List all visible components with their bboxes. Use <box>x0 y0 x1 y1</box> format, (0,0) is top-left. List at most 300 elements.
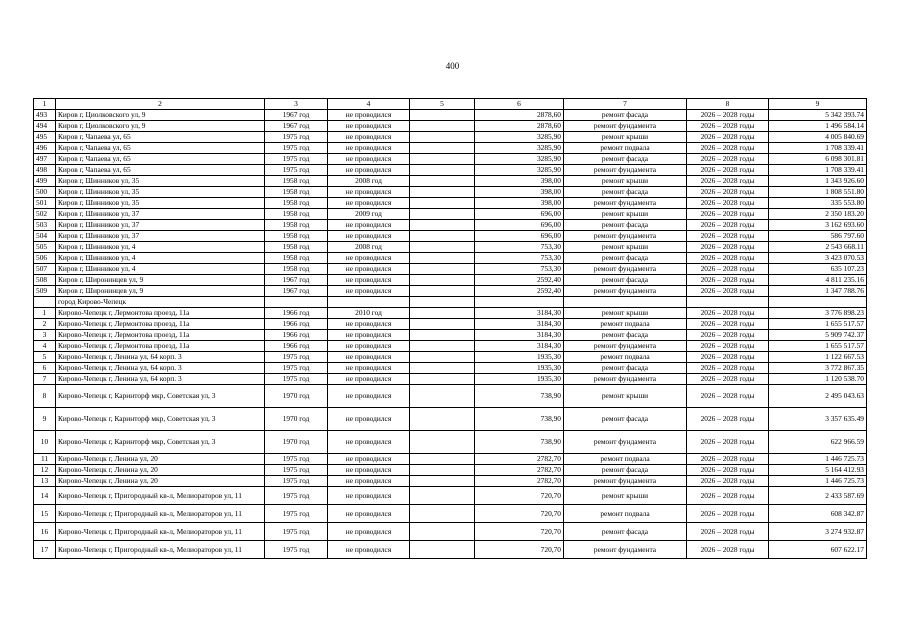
row-number-cell: 8 <box>34 385 56 408</box>
table-row <box>34 363 867 374</box>
build-year-cell: 1958 год <box>265 198 328 209</box>
build-year-cell: 1975 год <box>265 476 328 487</box>
address-cell: Киров г, Шинников ул, 35 <box>56 187 265 198</box>
column-5-cell <box>410 352 475 363</box>
last-repair-cell: не проводился <box>328 476 410 487</box>
build-year-cell: 1975 год <box>265 454 328 465</box>
build-year-cell: 1975 год <box>265 541 328 559</box>
area-cell: 696,00 <box>475 231 564 242</box>
build-year-cell: 1958 год <box>265 209 328 220</box>
last-repair-cell: не проводился <box>328 319 410 330</box>
last-repair-cell: 2008 год <box>328 176 410 187</box>
build-year-cell: 1958 год <box>265 242 328 253</box>
period-cell: 2026 – 2028 годы <box>687 220 769 231</box>
area-cell: 2592,40 <box>475 275 564 286</box>
address-cell: Кирово-Чепецк г, Каринторф мкр, Советская ул, 3 <box>56 408 265 431</box>
build-year-cell: 1966 год <box>265 330 328 341</box>
address-cell: Киров г, Чапаева ул, 65 <box>56 165 265 176</box>
table-row <box>34 487 867 505</box>
build-year-cell: 1966 год <box>265 319 328 330</box>
address-cell: Кирово-Чепецк г, Ленина ул, 20 <box>56 476 265 487</box>
work-type-cell: ремонт фасада <box>564 187 687 198</box>
area-cell: 696,00 <box>475 209 564 220</box>
column-5-cell <box>410 231 475 242</box>
work-type-cell: ремонт фундамента <box>564 198 687 209</box>
area-cell: 3184,30 <box>475 341 564 352</box>
header-cell: 2 <box>56 99 265 110</box>
column-5-cell <box>410 154 475 165</box>
period-cell: 2026 – 2028 годы <box>687 487 769 505</box>
build-year-cell: 1958 год <box>265 231 328 242</box>
column-5-cell <box>410 187 475 198</box>
cost-cell: 608 342.87 <box>769 505 867 523</box>
row-number-cell: 1 <box>34 308 56 319</box>
work-type-cell: ремонт фасада <box>564 330 687 341</box>
empty-cell <box>687 297 769 308</box>
period-cell: 2026 – 2028 годы <box>687 431 769 454</box>
cost-cell: 1 446 725.73 <box>769 454 867 465</box>
row-number-cell: 493 <box>34 110 56 121</box>
period-cell: 2026 – 2028 годы <box>687 341 769 352</box>
column-5-cell <box>410 209 475 220</box>
period-cell: 2026 – 2028 годы <box>687 385 769 408</box>
address-cell: Киров г, Чапаева ул, 65 <box>56 143 265 154</box>
last-repair-cell: не проводился <box>328 523 410 541</box>
column-5-cell <box>410 121 475 132</box>
area-cell: 753,30 <box>475 253 564 264</box>
row-number-cell: 6 <box>34 363 56 374</box>
cost-cell: 5 342 393.74 <box>769 110 867 121</box>
row-number-cell: 4 <box>34 341 56 352</box>
column-5-cell <box>410 385 475 408</box>
work-type-cell: ремонт фундамента <box>564 476 687 487</box>
cost-cell: 1 446 725.73 <box>769 476 867 487</box>
address-cell: Кирово-Чепецк г, Пригородный кв-л, Мелиораторов ул, 11 <box>56 541 265 559</box>
row-number-cell: 7 <box>34 374 56 385</box>
empty-cell <box>564 297 687 308</box>
table-row <box>34 541 867 559</box>
work-type-cell: ремонт фасада <box>564 220 687 231</box>
address-cell: Киров г, Широнинцев ул, 9 <box>56 275 265 286</box>
last-repair-cell: не проводился <box>328 264 410 275</box>
row-number-cell: 494 <box>34 121 56 132</box>
work-type-cell: ремонт крыши <box>564 308 687 319</box>
table-row <box>34 408 867 431</box>
column-5-cell <box>410 465 475 476</box>
table-row <box>34 242 867 253</box>
period-cell: 2026 – 2028 годы <box>687 132 769 143</box>
work-type-cell: ремонт фасада <box>564 523 687 541</box>
row-number-cell: 17 <box>34 541 56 559</box>
build-year-cell: 1958 год <box>265 253 328 264</box>
row-number-cell: 3 <box>34 330 56 341</box>
area-cell: 3285,90 <box>475 154 564 165</box>
cost-cell: 622 966.59 <box>769 431 867 454</box>
work-type-cell: ремонт подвала <box>564 352 687 363</box>
table-row <box>34 209 867 220</box>
address-cell: Киров г, Шинников ул, 37 <box>56 209 265 220</box>
last-repair-cell: не проводился <box>328 465 410 476</box>
empty-cell <box>265 297 328 308</box>
address-cell: Кирово-Чепецк г, Лермонтова проезд, 11а <box>56 341 265 352</box>
work-type-cell: ремонт крыши <box>564 385 687 408</box>
repair-register-table <box>33 98 867 559</box>
row-number-cell: 501 <box>34 198 56 209</box>
area-cell: 2592,40 <box>475 286 564 297</box>
address-cell: Кирово-Чепецк г, Пригородный кв-л, Мелиораторов ул, 11 <box>56 505 265 523</box>
address-cell: Кирово-Чепецк г, Лермонтова проезд, 11а <box>56 319 265 330</box>
work-type-cell: ремонт фасада <box>564 275 687 286</box>
last-repair-cell: 2008 год <box>328 242 410 253</box>
work-type-cell: ремонт фасада <box>564 465 687 476</box>
last-repair-cell: не проводился <box>328 121 410 132</box>
empty-cell <box>769 297 867 308</box>
last-repair-cell: не проводился <box>328 487 410 505</box>
header-cell: 8 <box>687 99 769 110</box>
empty-cell <box>328 297 410 308</box>
area-cell: 696,00 <box>475 220 564 231</box>
cost-cell: 3 772 867.35 <box>769 363 867 374</box>
period-cell: 2026 – 2028 годы <box>687 408 769 431</box>
section-row <box>34 297 867 308</box>
build-year-cell: 1975 год <box>265 132 328 143</box>
build-year-cell: 1966 год <box>265 308 328 319</box>
area-cell: 738,90 <box>475 408 564 431</box>
table-row <box>34 231 867 242</box>
cost-cell: 1 808 551.80 <box>769 187 867 198</box>
row-number-cell: 508 <box>34 275 56 286</box>
period-cell: 2026 – 2028 годы <box>687 143 769 154</box>
column-5-cell <box>410 242 475 253</box>
address-cell: Кирово-Чепецк г, Пригородный кв-л, Мелиораторов ул, 11 <box>56 523 265 541</box>
column-5-cell <box>410 220 475 231</box>
column-5-cell <box>410 110 475 121</box>
table-row <box>34 121 867 132</box>
area-cell: 2782,70 <box>475 476 564 487</box>
work-type-cell: ремонт подвала <box>564 319 687 330</box>
build-year-cell: 1975 год <box>265 154 328 165</box>
table-row <box>34 352 867 363</box>
row-number-cell: 12 <box>34 465 56 476</box>
header-cell: 4 <box>328 99 410 110</box>
address-cell: Кирово-Чепецк г, Ленина ул, 20 <box>56 465 265 476</box>
address-cell: Кирово-Чепецк г, Лермонтова проезд, 11а <box>56 308 265 319</box>
row-number-cell: 507 <box>34 264 56 275</box>
cost-cell: 4 811 235.16 <box>769 275 867 286</box>
area-cell: 2878,60 <box>475 121 564 132</box>
work-type-cell: ремонт фундамента <box>564 341 687 352</box>
last-repair-cell: не проводился <box>328 220 410 231</box>
cost-cell: 2 350 183.20 <box>769 209 867 220</box>
cost-cell: 1 496 584.14 <box>769 121 867 132</box>
column-5-cell <box>410 505 475 523</box>
build-year-cell: 1967 год <box>265 110 328 121</box>
table-row <box>34 110 867 121</box>
period-cell: 2026 – 2028 годы <box>687 275 769 286</box>
build-year-cell: 1975 год <box>265 523 328 541</box>
period-cell: 2026 – 2028 годы <box>687 374 769 385</box>
cost-cell: 1 655 517.57 <box>769 341 867 352</box>
area-cell: 2782,70 <box>475 454 564 465</box>
work-type-cell: ремонт крыши <box>564 209 687 220</box>
table-row <box>34 220 867 231</box>
cost-cell: 3 162 693.60 <box>769 220 867 231</box>
row-number-cell: 497 <box>34 154 56 165</box>
cost-cell: 3 776 898.23 <box>769 308 867 319</box>
last-repair-cell: 2009 год <box>328 209 410 220</box>
work-type-cell: ремонт фасада <box>564 154 687 165</box>
period-cell: 2026 – 2028 годы <box>687 110 769 121</box>
address-cell: Кирово-Чепецк г, Ленина ул, 64 корп. 3 <box>56 363 265 374</box>
table-row <box>34 198 867 209</box>
area-cell: 1935,30 <box>475 352 564 363</box>
address-cell: Кирово-Чепецк г, Каринторф мкр, Советская ул, 3 <box>56 431 265 454</box>
last-repair-cell: не проводился <box>328 408 410 431</box>
column-5-cell <box>410 253 475 264</box>
build-year-cell: 1975 год <box>265 165 328 176</box>
table-row <box>34 505 867 523</box>
area-cell: 753,30 <box>475 264 564 275</box>
table-row <box>34 476 867 487</box>
build-year-cell: 1975 год <box>265 487 328 505</box>
work-type-cell: ремонт фасада <box>564 253 687 264</box>
address-cell: Киров г, Чапаева ул, 65 <box>56 132 265 143</box>
cost-cell: 607 622.17 <box>769 541 867 559</box>
build-year-cell: 1970 год <box>265 408 328 431</box>
area-cell: 720,70 <box>475 523 564 541</box>
area-cell: 753,30 <box>475 242 564 253</box>
address-cell: Кирово-Чепецк г, Лермонтова проезд, 11а <box>56 330 265 341</box>
row-number-cell: 14 <box>34 487 56 505</box>
address-cell: Киров г, Широнинцев ул, 9 <box>56 286 265 297</box>
period-cell: 2026 – 2028 годы <box>687 505 769 523</box>
row-number-cell: 495 <box>34 132 56 143</box>
last-repair-cell: не проводился <box>328 431 410 454</box>
cost-cell: 3 274 932.87 <box>769 523 867 541</box>
header-cell: 3 <box>265 99 328 110</box>
last-repair-cell: не проводился <box>328 231 410 242</box>
work-type-cell: ремонт фундамента <box>564 431 687 454</box>
row-number-cell: 13 <box>34 476 56 487</box>
column-5-cell <box>410 541 475 559</box>
work-type-cell: ремонт крыши <box>564 176 687 187</box>
period-cell: 2026 – 2028 годы <box>687 154 769 165</box>
area-cell: 720,70 <box>475 541 564 559</box>
work-type-cell: ремонт крыши <box>564 132 687 143</box>
area-cell: 720,70 <box>475 487 564 505</box>
address-cell: Киров г, Шинников ул, 37 <box>56 220 265 231</box>
area-cell: 3285,90 <box>475 132 564 143</box>
area-cell: 1935,30 <box>475 363 564 374</box>
area-cell: 398,00 <box>475 198 564 209</box>
column-5-cell <box>410 476 475 487</box>
column-5-cell <box>410 286 475 297</box>
build-year-cell: 1975 год <box>265 505 328 523</box>
work-type-cell: ремонт крыши <box>564 242 687 253</box>
build-year-cell: 1975 год <box>265 465 328 476</box>
area-cell: 3285,90 <box>475 165 564 176</box>
cost-cell: 1 120 538.70 <box>769 374 867 385</box>
work-type-cell: ремонт фасада <box>564 363 687 374</box>
work-type-cell: ремонт фасада <box>564 408 687 431</box>
build-year-cell: 1975 год <box>265 363 328 374</box>
period-cell: 2026 – 2028 годы <box>687 264 769 275</box>
row-number-cell: 504 <box>34 231 56 242</box>
area-cell: 738,90 <box>475 385 564 408</box>
work-type-cell: ремонт фундамента <box>564 165 687 176</box>
table-row <box>34 275 867 286</box>
address-cell: Кирово-Чепецк г, Ленина ул, 20 <box>56 454 265 465</box>
last-repair-cell: не проводился <box>328 198 410 209</box>
period-cell: 2026 – 2028 годы <box>687 165 769 176</box>
column-5-cell <box>410 165 475 176</box>
build-year-cell: 1975 год <box>265 143 328 154</box>
table-row <box>34 385 867 408</box>
header-row <box>34 99 867 110</box>
last-repair-cell: не проводился <box>328 385 410 408</box>
empty-cell <box>34 297 56 308</box>
work-type-cell: ремонт фасада <box>564 110 687 121</box>
column-5-cell <box>410 408 475 431</box>
table-row <box>34 319 867 330</box>
last-repair-cell: не проводился <box>328 341 410 352</box>
column-5-cell <box>410 264 475 275</box>
build-year-cell: 1958 год <box>265 220 328 231</box>
column-5-cell <box>410 363 475 374</box>
row-number-cell: 9 <box>34 408 56 431</box>
period-cell: 2026 – 2028 годы <box>687 231 769 242</box>
column-5-cell <box>410 487 475 505</box>
period-cell: 2026 – 2028 годы <box>687 308 769 319</box>
work-type-cell: ремонт подвала <box>564 454 687 465</box>
area-cell: 1935,30 <box>475 374 564 385</box>
area-cell: 3184,30 <box>475 319 564 330</box>
last-repair-cell: не проводился <box>328 143 410 154</box>
row-number-cell: 509 <box>34 286 56 297</box>
cost-cell: 3 357 635.49 <box>769 408 867 431</box>
cost-cell: 5 909 742.37 <box>769 330 867 341</box>
table-row <box>34 143 867 154</box>
work-type-cell: ремонт крыши <box>564 487 687 505</box>
table-row <box>34 523 867 541</box>
period-cell: 2026 – 2028 годы <box>687 286 769 297</box>
section-title: город Кирово-Чепецк <box>56 297 265 308</box>
cost-cell: 1 708 339.41 <box>769 165 867 176</box>
cost-cell: 2 543 668.11 <box>769 242 867 253</box>
row-number-cell: 499 <box>34 176 56 187</box>
address-cell: Киров г, Чапаева ул, 65 <box>56 154 265 165</box>
address-cell: Киров г, Шинников ул, 37 <box>56 231 265 242</box>
cost-cell: 1 343 926.60 <box>769 176 867 187</box>
period-cell: 2026 – 2028 годы <box>687 187 769 198</box>
build-year-cell: 1958 год <box>265 176 328 187</box>
row-number-cell: 505 <box>34 242 56 253</box>
address-cell: Киров г, Шинников ул, 35 <box>56 176 265 187</box>
period-cell: 2026 – 2028 годы <box>687 465 769 476</box>
cost-cell: 586 797.60 <box>769 231 867 242</box>
build-year-cell: 1970 год <box>265 385 328 408</box>
last-repair-cell: не проводился <box>328 454 410 465</box>
column-5-cell <box>410 341 475 352</box>
last-repair-cell: не проводился <box>328 330 410 341</box>
work-type-cell: ремонт фундамента <box>564 231 687 242</box>
cost-cell: 2 495 043.63 <box>769 385 867 408</box>
build-year-cell: 1966 год <box>265 341 328 352</box>
header-cell: 9 <box>769 99 867 110</box>
build-year-cell: 1958 год <box>265 187 328 198</box>
column-5-cell <box>410 132 475 143</box>
address-cell: Киров г, Циолковского ул, 9 <box>56 110 265 121</box>
row-number-cell: 506 <box>34 253 56 264</box>
table-row <box>34 154 867 165</box>
address-cell: Киров г, Шинников ул, 4 <box>56 253 265 264</box>
area-cell: 398,00 <box>475 176 564 187</box>
period-cell: 2026 – 2028 годы <box>687 541 769 559</box>
last-repair-cell: не проводился <box>328 505 410 523</box>
table-body <box>34 99 867 559</box>
area-cell: 3184,30 <box>475 330 564 341</box>
area-cell: 738,90 <box>475 431 564 454</box>
table-row <box>34 187 867 198</box>
work-type-cell: ремонт фундамента <box>564 286 687 297</box>
cost-cell: 4 005 840.69 <box>769 132 867 143</box>
header-cell: 7 <box>564 99 687 110</box>
work-type-cell: ремонт фундамента <box>564 541 687 559</box>
column-5-cell <box>410 275 475 286</box>
cost-cell: 1 347 788.76 <box>769 286 867 297</box>
cost-cell: 1 708 339.41 <box>769 143 867 154</box>
address-cell: Кирово-Чепецк г, Ленина ул, 64 корп. 3 <box>56 374 265 385</box>
last-repair-cell: не проводился <box>328 374 410 385</box>
last-repair-cell: не проводился <box>328 541 410 559</box>
table-row <box>34 132 867 143</box>
cost-cell: 5 164 412.93 <box>769 465 867 476</box>
column-5-cell <box>410 454 475 465</box>
empty-cell <box>475 297 564 308</box>
address-cell: Кирово-Чепецк г, Пригородный кв-л, Мелиораторов ул, 11 <box>56 487 265 505</box>
cost-cell: 6 098 301.81 <box>769 154 867 165</box>
column-5-cell <box>410 374 475 385</box>
work-type-cell: ремонт подвала <box>564 143 687 154</box>
address-cell: Киров г, Шинников ул, 4 <box>56 242 265 253</box>
cost-cell: 1 655 517.57 <box>769 319 867 330</box>
address-cell: Киров г, Шинников ул, 35 <box>56 198 265 209</box>
build-year-cell: 1967 год <box>265 275 328 286</box>
row-number-cell: 496 <box>34 143 56 154</box>
address-cell: Кирово-Чепецк г, Ленина ул, 64 корп. 3 <box>56 352 265 363</box>
period-cell: 2026 – 2028 годы <box>687 352 769 363</box>
table-row <box>34 431 867 454</box>
period-cell: 2026 – 2028 годы <box>687 363 769 374</box>
row-number-cell: 11 <box>34 454 56 465</box>
column-5-cell <box>410 523 475 541</box>
period-cell: 2026 – 2028 годы <box>687 319 769 330</box>
row-number-cell: 16 <box>34 523 56 541</box>
table-row <box>34 341 867 352</box>
column-5-cell <box>410 176 475 187</box>
cost-cell: 3 423 070.53 <box>769 253 867 264</box>
last-repair-cell: не проводился <box>328 253 410 264</box>
row-number-cell: 503 <box>34 220 56 231</box>
row-number-cell: 500 <box>34 187 56 198</box>
column-5-cell <box>410 319 475 330</box>
table-row <box>34 454 867 465</box>
last-repair-cell: не проводился <box>328 275 410 286</box>
period-cell: 2026 – 2028 годы <box>687 176 769 187</box>
period-cell: 2026 – 2028 годы <box>687 253 769 264</box>
table-row <box>34 176 867 187</box>
row-number-cell: 10 <box>34 431 56 454</box>
